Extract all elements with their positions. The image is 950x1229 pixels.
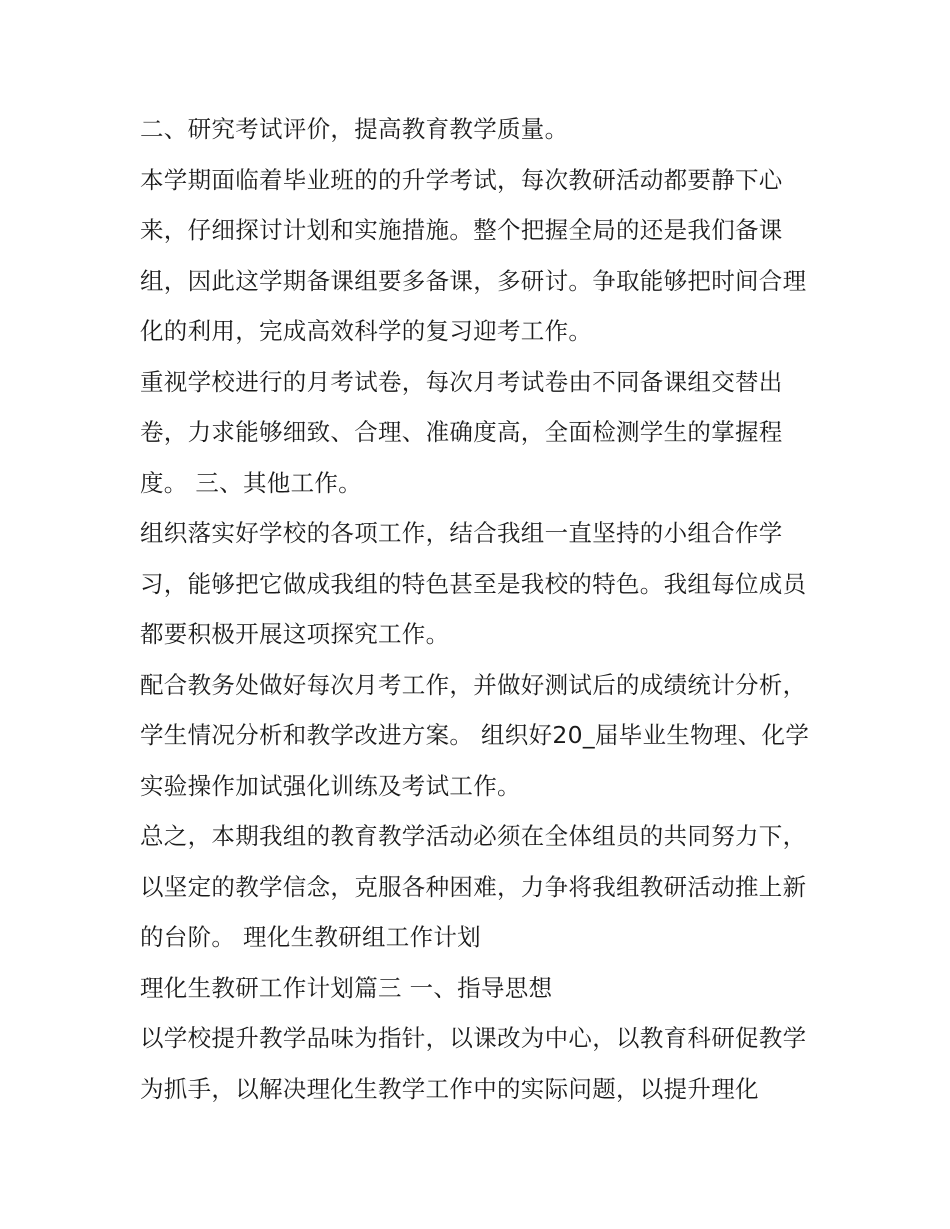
paragraph-conclusion: 总之，本期我组的教育教学活动必须在全体组员的共同努力下，以坚定的教学信念，克服各种困难，力争将我组教研活动推上新的台阶。 理化生教研组工作计划 <box>140 822 807 951</box>
section-heading-exam-evaluation: 二、研究考试评价，提高教育教学质量。 <box>140 115 569 143</box>
paragraph-graduation-exam: 本学期面临着毕业班的的升学考试，每次教研活动都要静下心来，仔细探讨计划和实施措施。整个把握全局的还是我们备课组，因此这学期备课组要多备课，多研讨。争取能够把时间合理化的利用，完成高效科学的复习迎考工作。 <box>140 165 807 345</box>
document-body <box>140 104 820 1114</box>
paragraph-guiding-principle: 以学校提升教学品味为指针，以课改为中心，以教育科研促教学为抓手，以解决理化生教学工作中的实际问题，以提升理化 <box>140 1024 807 1103</box>
paragraph-monthly-exam: 重视学校进行的月考试卷，每次月考试卷由不同备课组交替出卷，力求能够细致、合理、准确度高，全面检测学生的掌握程度。 三、其他工作。 <box>140 367 783 497</box>
paragraph-group-work: 组织落实好学校的各项工作，结合我组一直坚持的小组合作学习，能够把它做成我组的特色甚至是我校的特色。我组每位成员都要积极开展这项探究工作。 <box>140 519 807 648</box>
section-heading-guiding-thought: 理化生教研工作计划篇三 一、指导思想 <box>140 973 553 1002</box>
paragraph-academic-affairs: 配合教务处做好每次月考工作，并做好测试后的成绩统计分析，学生情况分析和教学改进方案。 组织好20_届毕业生物理、化学实验操作加试强化训练及考试工作。 <box>140 670 810 800</box>
